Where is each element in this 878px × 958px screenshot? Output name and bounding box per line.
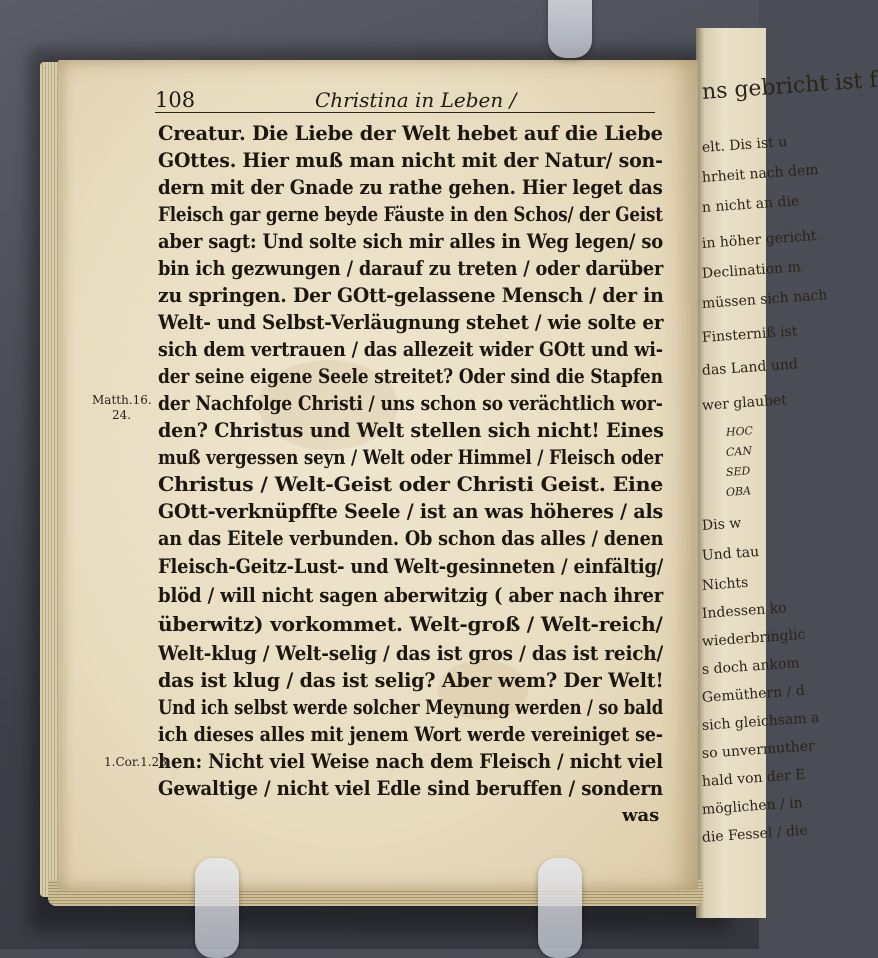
page-clip-top [548,0,592,58]
text-line: Fleisch gar gerne beyde Fäuste in den Schos/ der Geist [158,203,663,226]
text-line: sich dem vertrauen / das allezeit wider GOtt und wi- [158,338,663,361]
facing-page-line: Nichts [701,574,749,594]
text-line: Gewaltige / nicht viel Edle sind beruffen / sondern [158,777,663,800]
text-line: Welt- und Selbst-Verläugnung stehet / wie solte er [158,311,664,334]
facing-page-line: OBA [725,484,752,499]
page-number: 108 [155,88,196,112]
facing-page-line: elt. Dis ist u [701,134,788,156]
text-line: Und ich selbst werde solcher Meynung werden / so bald [158,696,664,719]
facing-page-line: SED [725,464,751,479]
text-line: dern mit der Gnade zu rathe gehen. Hier leget das [158,176,663,199]
facing-page-line: müssen sich nach [701,287,828,312]
text-line: blöd / will nicht sagen aberwitzig ( aber nach ihrer [158,584,664,607]
facing-page-line: Declination m [701,259,802,282]
facing-page-line: Gemüthern / d [701,682,806,706]
facing-page-line: Und tau [701,544,760,564]
text-line: zu springen. Der GOtt-gelassene Mensch / der in [158,284,664,307]
page-header [155,88,655,113]
catchword: was [622,805,660,826]
text-line: Fleisch-Geitz-Lust- und Welt-gesinneten / einfältig/ [158,555,664,578]
text-line: GOttes. Hier muß man nicht mit der Natur/ son- [158,149,663,172]
facing-page-line: CAN [725,444,753,459]
facing-page-line: Dis w [701,515,742,534]
text-line: aber sagt: Und solte sich mir alles in Weg legen/ so [158,230,664,253]
text-line: GOtt-verknüpffte Seele / ist an was höheres / als [158,500,664,523]
text-line: Christus / Welt-Geist oder Christi Geist. Eine [158,473,664,496]
text-line: das ist klug / das ist selig? Aber wem? Der Welt! [158,669,664,692]
facing-page-line: s doch ankom [701,655,801,678]
margin-note-corinthians: 1.Cor.1.26. [104,755,171,769]
text-line: bin ich gezwungen / darauf zu treten / oder darüber [158,257,664,280]
page-clip-bottom-right [538,858,582,958]
text-line: Welt-klug / Welt-selig / das ist gros / das ist reich/ [158,642,664,665]
facing-page-line: hald von der E [701,766,806,790]
page-clip-bottom-left [195,858,239,958]
facing-page-line: sich gleichsam a [701,709,820,734]
facing-page-line: n nicht an die [701,193,800,216]
facing-page-line: in höher gericht [701,228,818,252]
facing-page [696,28,878,918]
facing-page-line: ns gebricht ist f [701,67,878,105]
margin-note-matthew-verse: 24. [112,408,132,422]
facing-page-line: wer glaubet [701,392,788,414]
text-line: ich dieses alles mit jenem Wort werde vereiniget se- [158,723,663,746]
facing-page-line: HOC [725,424,754,439]
text-line: hen: Nicht viel Weise nach dem Fleisch / nicht viel [158,750,663,773]
text-line: muß vergessen seyn / Welt oder Himmel / Fleisch oder [158,446,663,469]
facing-page-line: die Fessel / die [701,822,809,846]
running-title: Christina in Leben / [315,88,517,112]
text-line: den? Christus und Welt stellen sich nicht! Eines [158,419,664,442]
facing-page-line: wiederbringlic [701,626,806,650]
facing-page-line: möglichen / in [701,794,804,818]
text-line: an das Eitele verbunden. Ob schon das alles / denen [158,527,664,550]
text-line: Creatur. Die Liebe der Welt hebet auf die Liebe [158,122,663,145]
text-line: der Nachfolge Christi / uns schon so verächtlich wor- [158,392,663,415]
text-line: der seine eigene Seele streitet? Oder sind die Stapfen [158,365,663,388]
facing-page-line: Indessen ko [701,600,788,622]
facing-page-line: hrheit nach dem [701,161,820,186]
text-line: überwitz) vorkommet. Welt-groß / Welt-reich/ [158,613,663,636]
facing-page-line: so unvermuther [701,738,816,762]
margin-note-matthew: Matth.16. [92,393,152,407]
facing-page-line: Finsterniß ist [701,323,798,346]
facing-page-line: das Land und [701,356,799,379]
